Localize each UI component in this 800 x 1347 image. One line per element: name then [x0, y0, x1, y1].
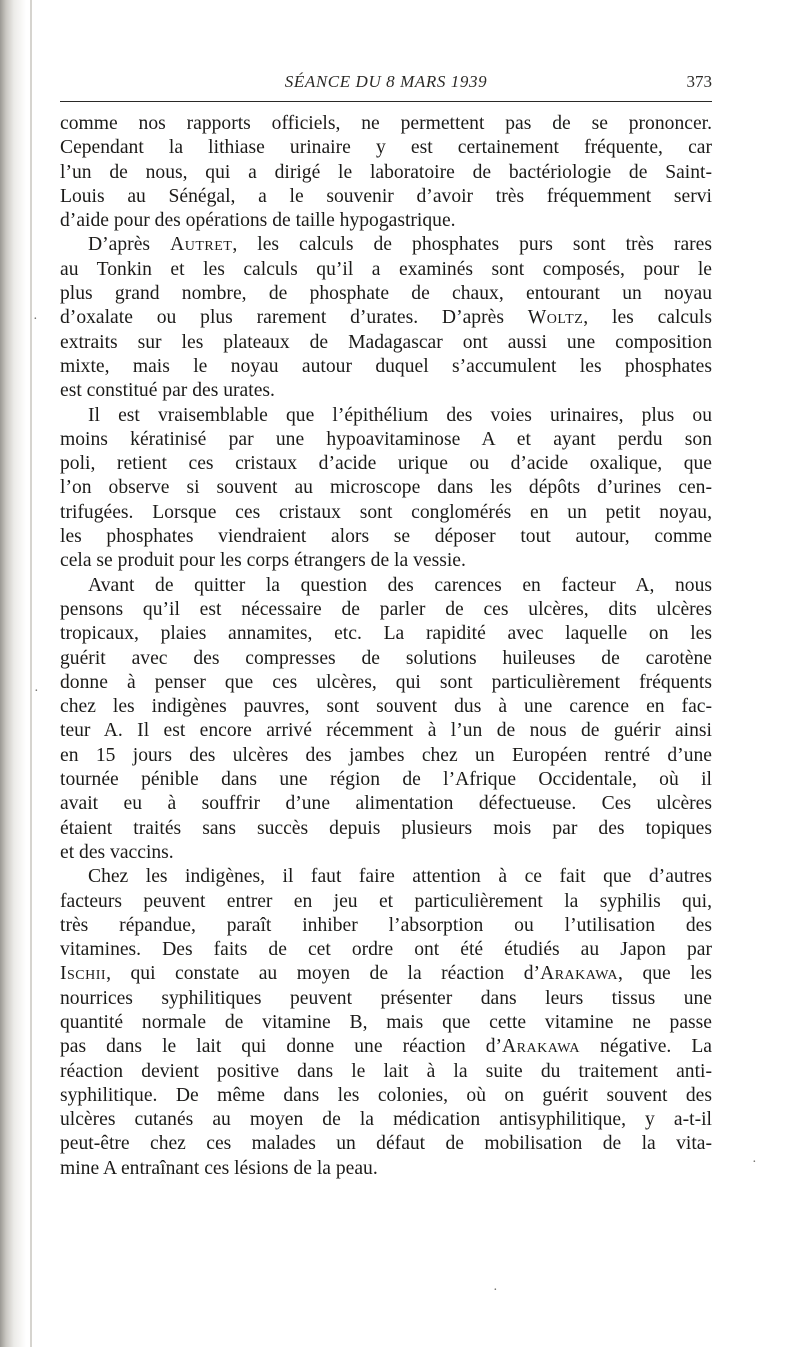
text-line: d’aide pour des opérations de taille hypogastrique. [60, 210, 456, 232]
page-gutter-line [30, 0, 32, 1347]
text-line: Chez les indigènes, il faut faire attention à ce fait que d’autres [88, 866, 712, 888]
text-line: Il est vraisemblable que l’épithélium des voies urinaires, plus ou [88, 404, 712, 426]
text-line: ulcères cutanés au moyen de la médication antisyphilitique, y a-t-il [60, 1109, 712, 1131]
header-rule [60, 101, 712, 102]
author-name: Ischii [60, 963, 107, 985]
body-text [60, 112, 712, 1181]
text-line: facteurs peuvent entrer en jeu et particulièrement la syphilis qui, [60, 890, 712, 912]
page-header [60, 72, 712, 100]
author-name: Woltz [527, 307, 584, 329]
text-line: teur A. Il est encore arrivé récemment à l’un de nous de guérir ainsi [60, 720, 712, 742]
text-line: pas dans le lait qui donne une réaction d’Arakawa négative. La [60, 1036, 712, 1058]
text-line: tropicaux, plaies annamites, etc. La rapidité avec laquelle on les [60, 623, 712, 645]
text-line: Ischii, qui constate au moyen de la réaction d’Arakawa, que les [60, 963, 712, 985]
text-line: trifugées. Lorsque ces cristaux sont conglomérés en un petit noyau, [60, 501, 712, 523]
text-line: l’on observe si souvent au microscope dans les dépôts d’urines cen- [60, 477, 712, 499]
text-line: peut-être chez ces malades un défaut de mobilisation de la vita- [60, 1133, 712, 1155]
text-line: Avant de quitter la question des carences en facteur A, nous [88, 574, 712, 596]
text-line: syphilitique. De même dans les colonies, où on guérit souvent des [60, 1084, 712, 1106]
text-line: mine A entraînant ces lésions de la peau. [60, 1157, 378, 1179]
text-line: d’oxalate ou plus rarement d’urates. D’après Woltz, les calculs [60, 307, 712, 329]
text-line: nourrices syphilitiques peuvent présenter dans leurs tissus une [60, 987, 712, 1009]
author-name: Arakawa [540, 963, 619, 985]
author-name: Arakawa [502, 1036, 581, 1058]
margin-speck: · [752, 1155, 757, 1170]
text-line: D’après Autret, les calculs de phosphates purs sont très rares [88, 234, 712, 256]
text-line: guérit avec des compresses de solutions huileuses de carotène [60, 647, 712, 669]
author-name: Autret [170, 234, 233, 256]
text-line: l’un de nous, qui a dirigé le laboratoire de bactériologie de Saint- [60, 161, 712, 183]
text-line: cela se produit pour les corps étrangers de la vessie. [60, 550, 466, 572]
text-line: plus grand nombre, de phosphate de chaux, entourant un noyau [60, 283, 712, 305]
text-line: mixte, mais le noyau autour duquel s’accumulent les phosphates [60, 355, 712, 377]
margin-speck: · [493, 1283, 498, 1298]
text-line: chez les indigènes pauvres, sont souvent dus à une carence en fac- [60, 696, 712, 718]
margin-speck: · [33, 312, 38, 327]
text-line: très répandue, paraît inhiber l’absorption ou l’utilisation des [60, 914, 712, 936]
text-line: poli, retient ces cristaux d’acide urique ou d’acide oxalique, que [60, 453, 712, 475]
text-line: vitamines. Des faits de cet ordre ont été étudiés au Japon par [60, 939, 712, 961]
text-line: et des vaccins. [60, 841, 174, 863]
text-line: Cependant la lithiase urinaire y est certainement fréquente, car [60, 137, 712, 159]
text-line: Louis au Sénégal, a le souvenir d’avoir très fréquemment servi [60, 185, 712, 207]
text-line: est constitué par des urates. [60, 380, 275, 402]
text-line: les phosphates viendraient alors se déposer tout autour, comme [60, 526, 712, 548]
text-line: réaction devient positive dans le lait à la suite du traitement anti- [60, 1060, 712, 1082]
text-line: tournée pénible dans une région de l’Afrique Occidentale, où il [60, 769, 712, 791]
text-line: extraits sur les plateaux de Madagascar ont aussi une composition [60, 331, 712, 353]
text-line: moins kératinisé par une hypoavitaminose A et ayant perdu son [60, 428, 712, 450]
text-line: au Tonkin et les calculs qu’il a examinés sont composés, pour le [60, 258, 712, 280]
text-line: étaient traités sans succès depuis plusieurs mois par des topiques [60, 817, 712, 839]
text-line: en 15 jours des ulcères des jambes chez un Européen rentré d’une [60, 744, 712, 766]
text-line: comme nos rapports officiels, ne permettent pas de se prononcer. [60, 113, 712, 134]
page-binding-shadow [0, 0, 26, 1347]
page-number: 373 [686, 72, 712, 91]
text-line: quantité normale de vitamine B, mais que cette vitamine ne passe [60, 1011, 712, 1033]
margin-speck: · [34, 684, 39, 699]
text-line: avait eu à souffrir d’une alimentation défectueuse. Ces ulcères [60, 793, 712, 815]
running-title: SÉANCE DU 8 MARS 1939 [284, 72, 488, 91]
text-line: donne à penser que ces ulcères, qui sont particulièrement fréquents [60, 671, 712, 693]
text-line: pensons qu’il est nécessaire de parler de ces ulcères, dits ulcères [60, 598, 712, 620]
